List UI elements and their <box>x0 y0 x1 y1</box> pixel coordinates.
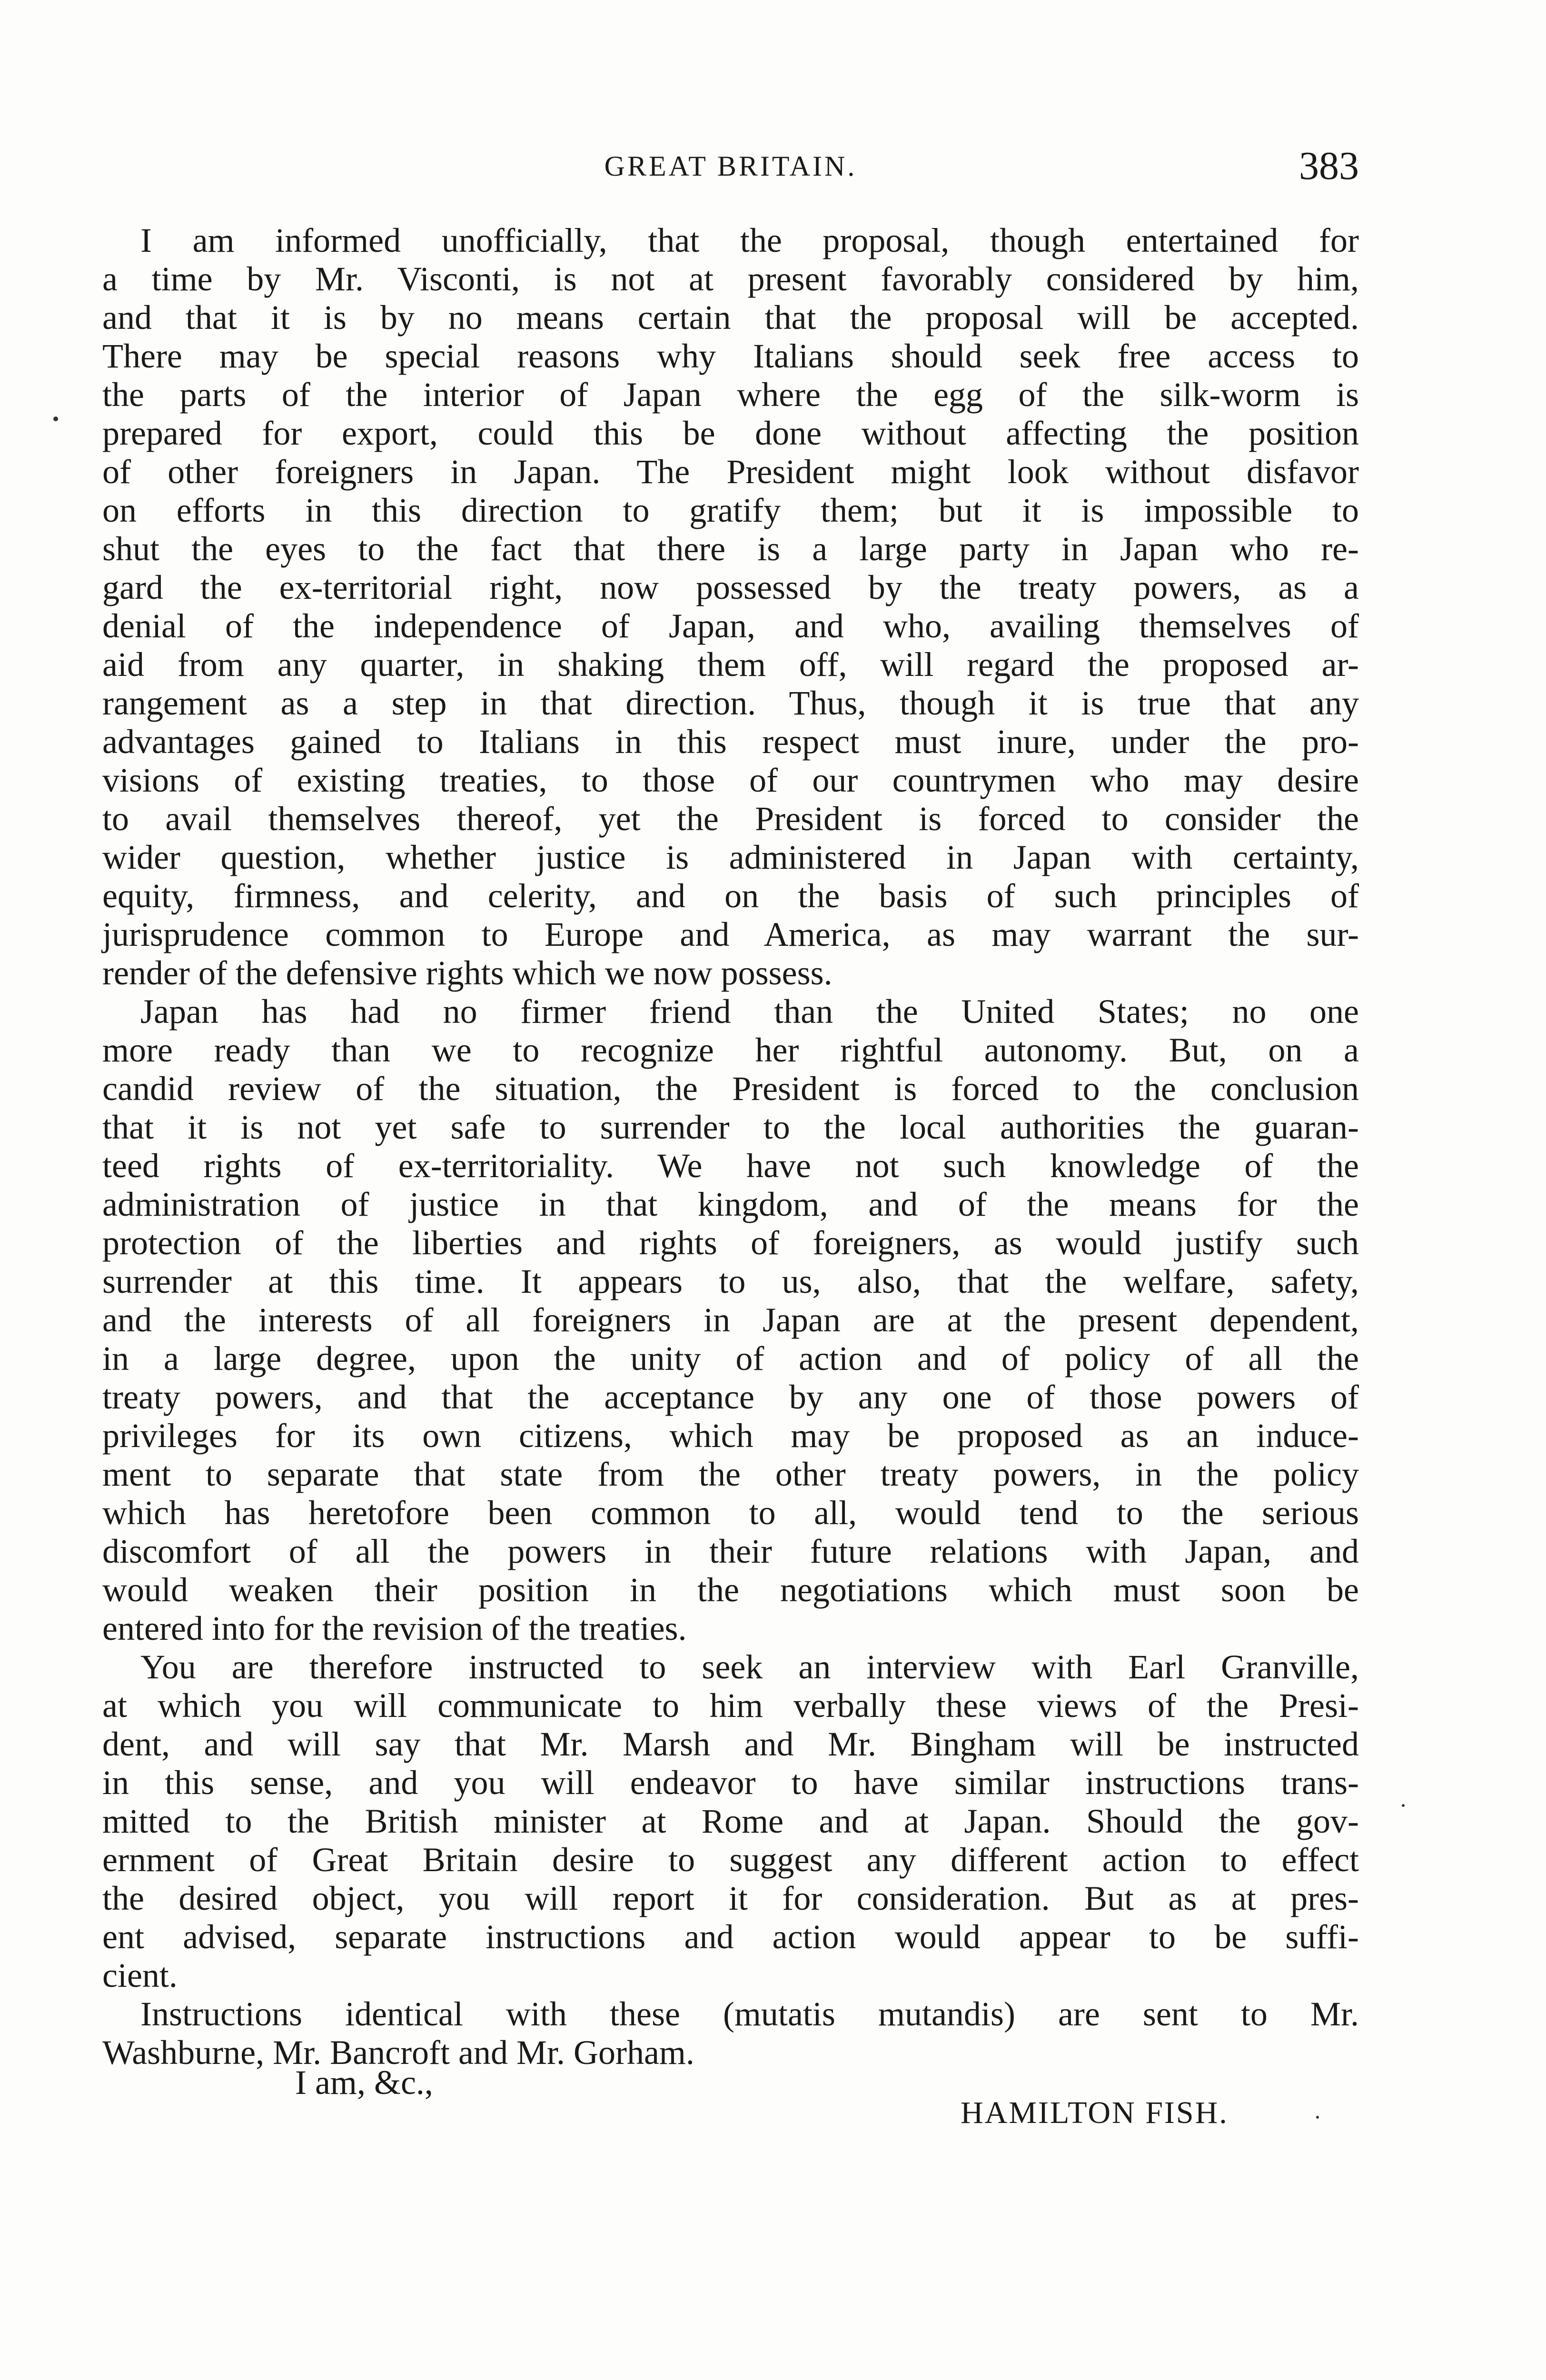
text-line: render of the defensive rights which we now possess. <box>102 954 832 992</box>
margin-dot <box>53 416 58 421</box>
text-line: entered into for the revision of the treaties. <box>102 1609 687 1647</box>
text-line: cient. <box>102 1956 178 1994</box>
text-line: surrender at this time. It appears to us, also, that the welfare, safety, <box>102 1262 1359 1300</box>
text-line: of other foreigners in Japan. The President might look without disfavor <box>102 453 1359 491</box>
signature: HAMILTON FISH. <box>961 2095 1229 2130</box>
text-line: to avail themselves thereof, yet the President is forced to consider the <box>102 800 1359 838</box>
text-line: Instructions identical with these (mutatis mutandis) are sent to Mr. <box>140 1995 1359 2033</box>
text-line: dent, and will say that Mr. Marsh and Mr. Bingham will be instructed <box>102 1725 1359 1763</box>
text-line: more ready than we to recognize her rightful autonomy. But, on a <box>102 1031 1359 1069</box>
text-line: shut the eyes to the fact that there is a large party in Japan who re- <box>102 530 1359 568</box>
text-line: and the interests of all foreigners in Japan are at the present dependent, <box>102 1301 1359 1339</box>
text-line: the parts of the interior of Japan where the egg of the silk-worm is <box>102 376 1359 414</box>
text-line: administration of justice in that kingdom, and of the means for the <box>102 1185 1359 1223</box>
text-line: You are therefore instructed to seek an interview with Earl Granville, <box>140 1648 1359 1686</box>
text-line: visions of existing treaties, to those of our countrymen who may desire <box>102 761 1359 799</box>
text-line: jurisprudence common to Europe and America, as may warrant the sur- <box>102 915 1359 953</box>
text-line: rangement as a step in that direction. Thus, though it is true that any <box>102 684 1359 722</box>
text-line: There may be special reasons why Italians should seek free access to <box>102 337 1359 375</box>
text-line: wider question, whether justice is administered in Japan with certainty, <box>102 838 1359 876</box>
text-line: in a large degree, upon the unity of action and of policy of all the <box>102 1339 1359 1378</box>
page-number: 383 <box>1299 144 1359 188</box>
text-line: advantages gained to Italians in this respect must inure, under the pro- <box>102 723 1359 761</box>
text-line: ernment of Great Britain desire to suggest any different action to effect <box>102 1841 1359 1879</box>
margin-dot <box>1402 1804 1405 1807</box>
text-line: on efforts in this direction to gratify them; but it is impossible to <box>102 491 1359 529</box>
text-line: the desired object, you will report it for consideration. But as at pres- <box>102 1879 1359 1917</box>
text-line: ment to separate that state from the other treaty powers, in the policy <box>102 1455 1359 1493</box>
text-line: candid review of the situation, the President is forced to the conclusion <box>102 1070 1359 1108</box>
text-line: privileges for its own citizens, which may be proposed as an induce- <box>102 1417 1359 1455</box>
text-line: protection of the liberties and rights of foreigners, as would justify such <box>102 1224 1359 1262</box>
text-line: in this sense, and you will endeavor to have similar instructions trans- <box>102 1764 1359 1802</box>
text-line: Washburne, Mr. Bancroft and Mr. Gorham. <box>102 2033 694 2072</box>
text-line: at which you will communicate to him verbally these views of the Presi- <box>102 1686 1359 1725</box>
closing-salutation: I am, &c., <box>295 2063 433 2102</box>
text-line: I am informed unofficially, that the proposal, though entertained for <box>140 221 1359 259</box>
text-line: aid from any quarter, in shaking them off, will regard the proposed ar- <box>102 645 1359 684</box>
text-line: denial of the independence of Japan, and who, availing themselves of <box>102 607 1359 645</box>
text-line: mitted to the British minister at Rome and at Japan. Should the gov- <box>102 1802 1359 1840</box>
running-head: GREAT BRITAIN. <box>604 150 857 182</box>
text-line: ent advised, separate instructions and action would appear to be suffi- <box>102 1918 1359 1956</box>
text-line: prepared for export, could this be done without affecting the position <box>102 414 1359 452</box>
text-line: discomfort of all the powers in their future relations with Japan, and <box>102 1532 1359 1570</box>
text-line: equity, firmness, and celerity, and on the basis of such principles of <box>102 877 1359 915</box>
letter-body <box>102 221 1359 2072</box>
text-line: which has heretofore been common to all, would tend to the serious <box>102 1494 1359 1532</box>
text-line: that it is not yet safe to surrender to the local authorities the guaran- <box>102 1108 1359 1146</box>
margin-dot <box>1316 2116 1319 2119</box>
text-line: a time by Mr. Visconti, is not at present favorably considered by him, <box>102 260 1359 298</box>
text-line: treaty powers, and that the acceptance by any one of those powers of <box>102 1378 1359 1416</box>
text-line: teed rights of ex-territoriality. We have not such knowledge of the <box>102 1147 1359 1185</box>
text-line: Japan has had no firmer friend than the United States; no one <box>140 992 1359 1031</box>
text-line: and that it is by no means certain that the proposal will be accepted. <box>102 298 1359 337</box>
page-header <box>102 143 1359 200</box>
text-line: would weaken their position in the negotiations which must soon be <box>102 1571 1359 1609</box>
text-line: gard the ex-territorial right, now possessed by the treaty powers, as a <box>102 568 1359 606</box>
